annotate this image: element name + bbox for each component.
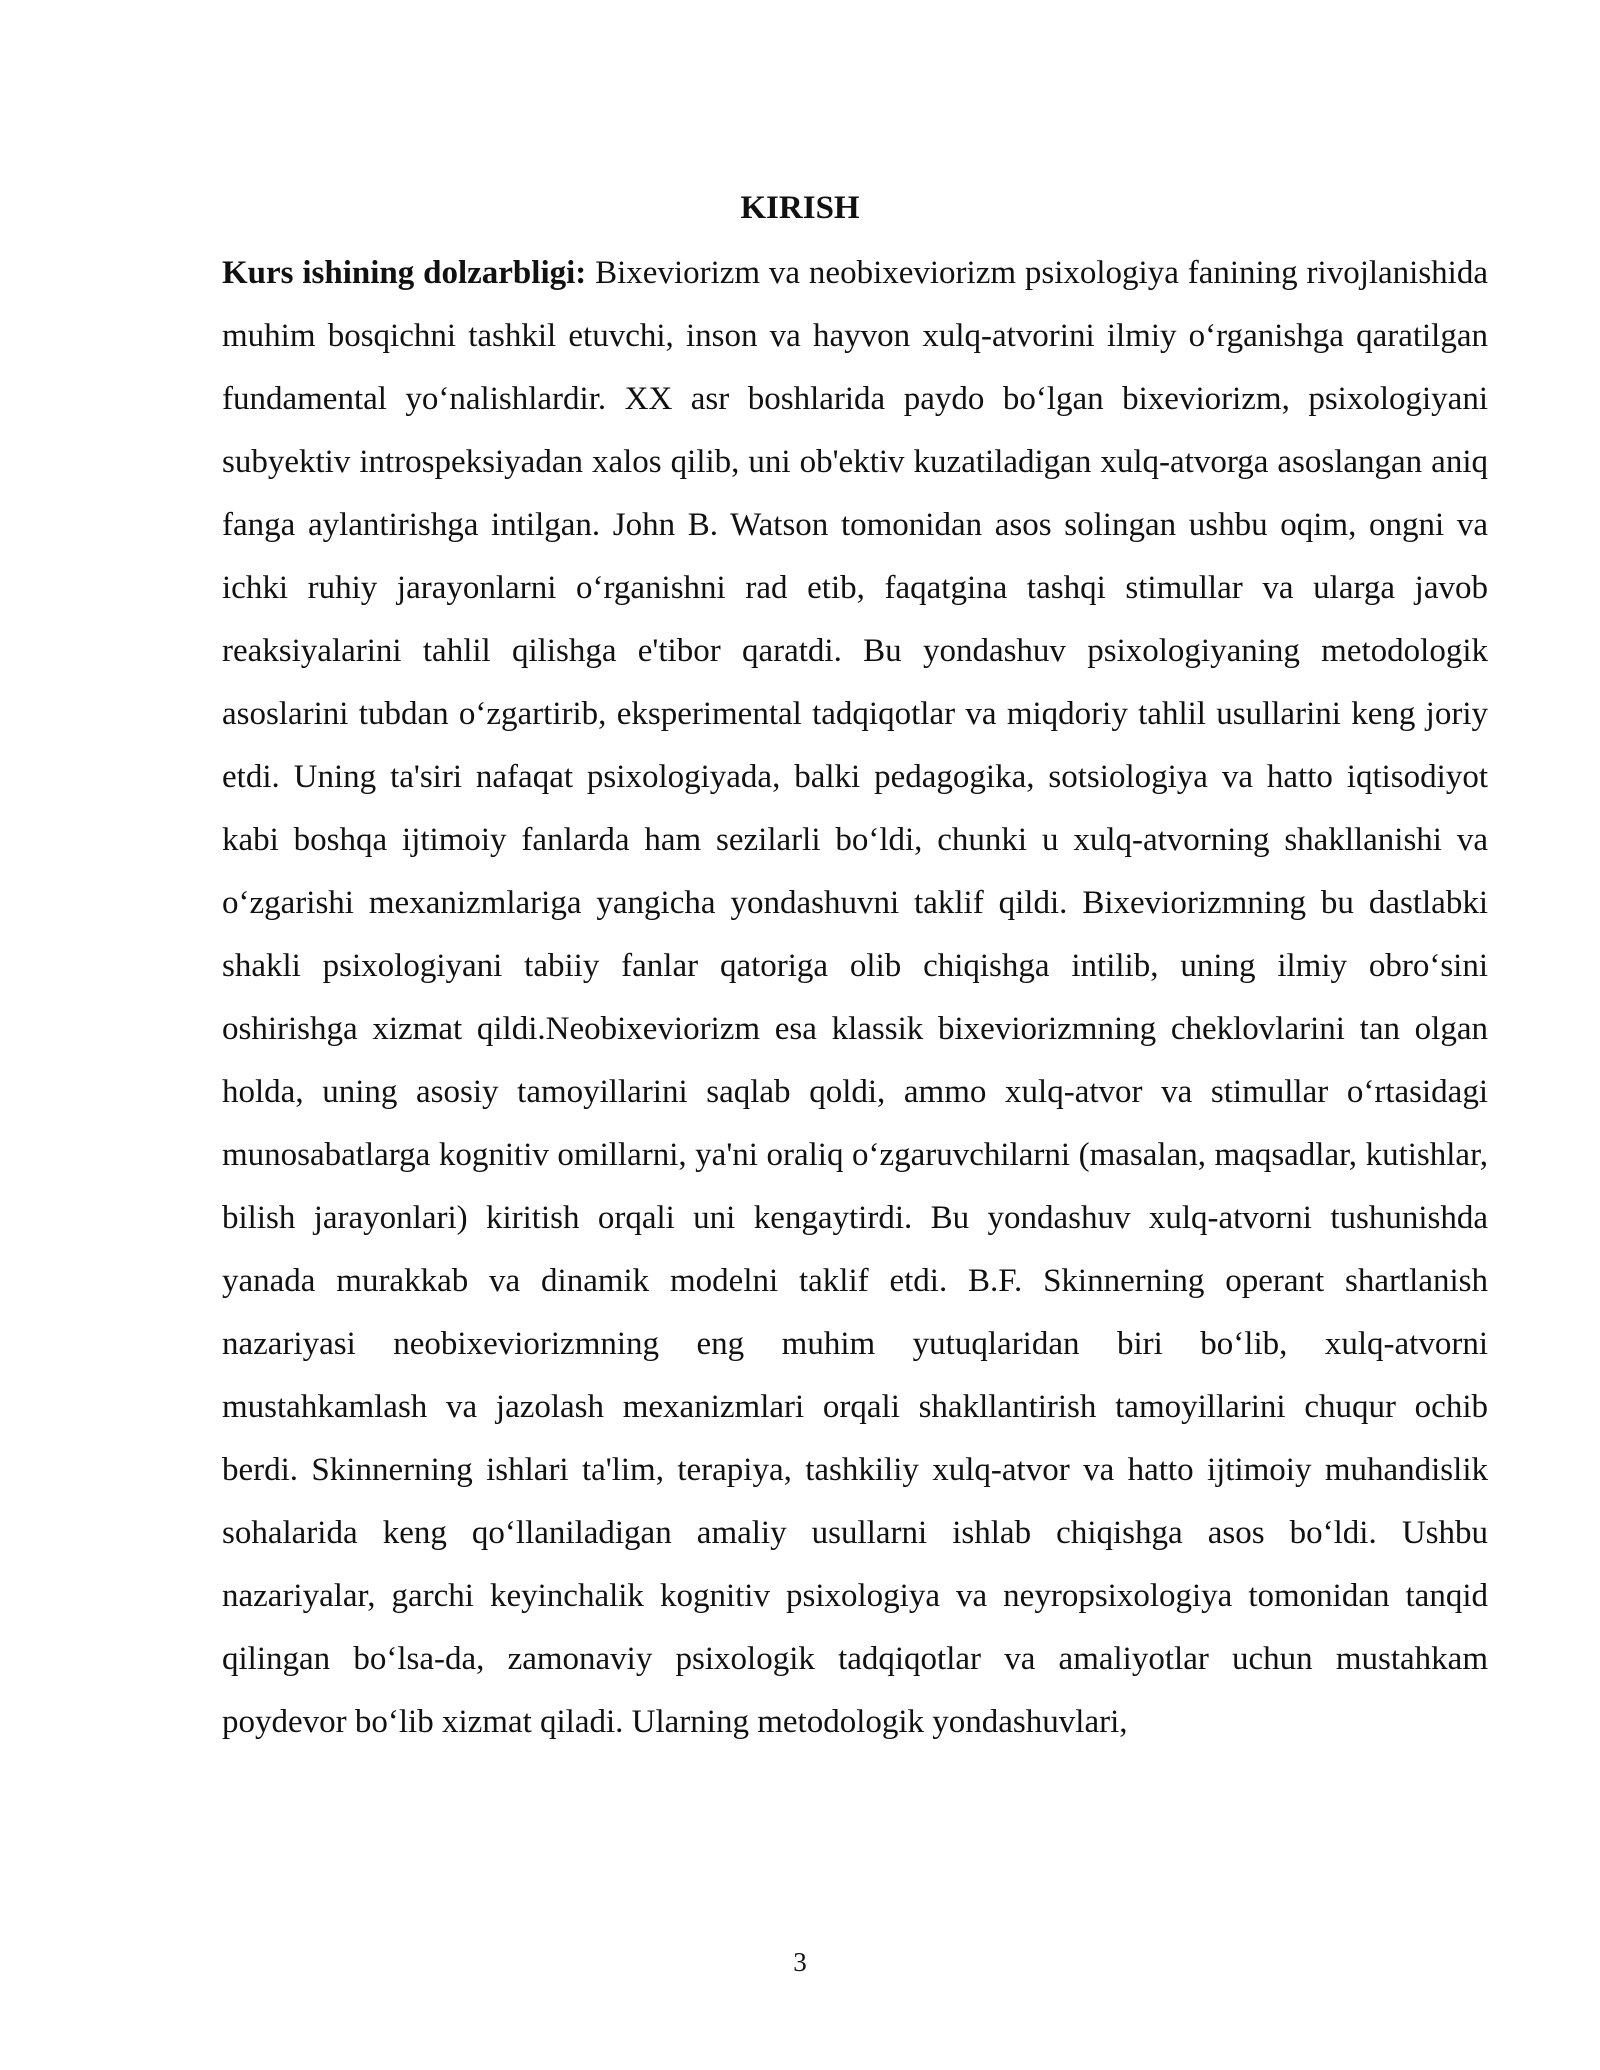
body-paragraph	[222, 242, 1488, 1754]
page-title: KIRISH	[740, 190, 860, 226]
paragraph-text: Bixeviorizm va neobixeviorizm psixologiya fanining rivojlanishida muhim bosqichni tashkil etuvchi, inson va hayvon xulq-atvorini ilmiy o‘rganishga qaratilgan fundamental yo‘nalishlardir. XX asr boshlarida paydo bo‘lgan bixeviorizm, psixologiyani subyektiv introspeksiyadan xalos qilib, uni ob'ektiv kuzatiladigan xulq-atvorga asoslangan aniq fanga aylantirishga intilgan. John B. Watson tomonidan asos solingan ushbu oqim, ongni va ichki ruhiy jarayonlarni o‘rganishni rad etib, faqatgina tashqi stimullar va ularga javob reaksiyalarini tahlil qilishga e'tibor qaratdi. Bu yondashuv psixologiyaning metodologik asoslarini tubdan o‘zgartirib, eksperimental tadqiqotlar va miqdoriy tahlil usullarini keng joriy etdi. Uning ta'siri nafaqat psixologiyada, balki pedagogika, sotsiologiya va hatto iqtisodiyot kabi boshqa ijtimoiy fanlarda ham sezilarli bo‘ldi, chunki u xulq-atvorning shakllanishi va o‘zgarishi mexanizmlariga yangicha yondashuvni taklif qildi. Bixeviorizmning bu dastlabki shakli psixologiyani tabiiy fanlar qatoriga olib chiqishga intilib, uning ilmiy obro‘sini oshirishga xizmat qildi.Neobixeviorizm esa klassik bixeviorizmning cheklovlarini tan olgan holda, uning asosiy tamoyillarini saqlab qoldi, ammo xulq-atvor va stimullar o‘rtasidagi munosabatlarga kognitiv omillarni, ya'ni oraliq o‘zgaruvchilarni (masalan, maqsadlar, kutishlar, bilish jarayonlari) kiritish orqali uni kengaytirdi. Bu yondashuv xulq-atvorni tushunishda yanada murakkab va dinamik modelni taklif etdi. B.F. Skinnerning operant shartlanish nazariyasi neobixeviorizmning eng muhim yutuqlaridan biri bo‘lib, xulq-atvorni mustahkamlash va jazolash mexanizmlari orqali shakllantirish tamoyillarini chuqur ochib berdi. Skinnerning ishlari ta'lim, terapiya, tashkiliy xulq-atvor va hatto ijtimoiy muhandislik sohalarida keng qo‘llaniladigan amaliy usullarni ishlab chiqishga asos bo‘ldi. Ushbu nazariyalar, garchi keyinchalik kognitiv psixologiya va neyropsixologiya tomonidan tanqid qilingan bo‘lsa-da, zamonaviy psixologik tadqiqotlar va amaliyotlar uchun mustahkam poydevor bo‘lib xizmat qiladi. Ularning metodologik yondashuvlari,	[222, 255, 1488, 1740]
page-number: 3	[793, 1947, 807, 1977]
lead-label: Kurs ishining dolzarbligi:	[222, 255, 587, 291]
